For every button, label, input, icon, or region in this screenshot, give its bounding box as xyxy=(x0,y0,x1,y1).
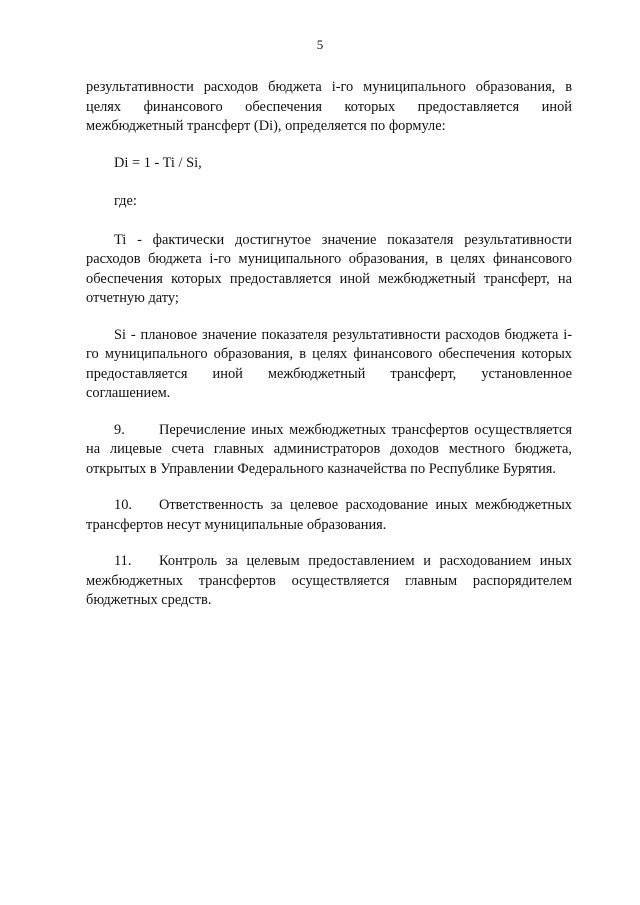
clause-number: 9. xyxy=(114,421,125,438)
definition-ti: Ti - фактически достигнутое значение показателя результативности расходов бюджета i-го муниципального образования, в целях финансового обеспечения которых предоставляется иной межбюджетный трансферт, на отчетную дату; xyxy=(86,231,572,306)
formula: Di = 1 - Ti / Si, xyxy=(114,154,202,171)
clause-number: 10. xyxy=(114,497,132,513)
document-body xyxy=(86,78,572,628)
clause-text: Перечисление иных межбюджетных трансфертов осуществляется на лицевые счета главных администраторов доходов местного бюджета, открытых в Управлении Федерального казначейства по Республике Бурятия. xyxy=(86,421,572,477)
clause-9 xyxy=(86,421,572,480)
definition-si: Si - плановое значение показателя результативности расходов бюджета i-го муниципального образования, в целях финансового обеспечения которых предоставляется иной межбюджетный трансферт, установленное соглашением. xyxy=(86,326,572,401)
clause-text: Контроль за целевым предоставлением и расходованием иных межбюджетных трансфертов осуществляется главным распорядителем бюджетных средств. xyxy=(86,553,572,608)
clause-11 xyxy=(86,552,572,611)
clause-number: 11. xyxy=(114,553,132,569)
page-number: 5 xyxy=(316,37,324,52)
intro-paragraph: результативности расходов бюджета i-го муниципального образования, в целях финансового обеспечения которых предоставляется иной межбюджетный трансферт (Di), определяется по формуле: xyxy=(86,79,572,134)
where-label: где: xyxy=(114,193,137,209)
clause-10 xyxy=(86,496,572,535)
clause-text: Ответственность за целевое расходование иных межбюджетных трансфертов несут муниципальные образования. xyxy=(86,497,572,533)
